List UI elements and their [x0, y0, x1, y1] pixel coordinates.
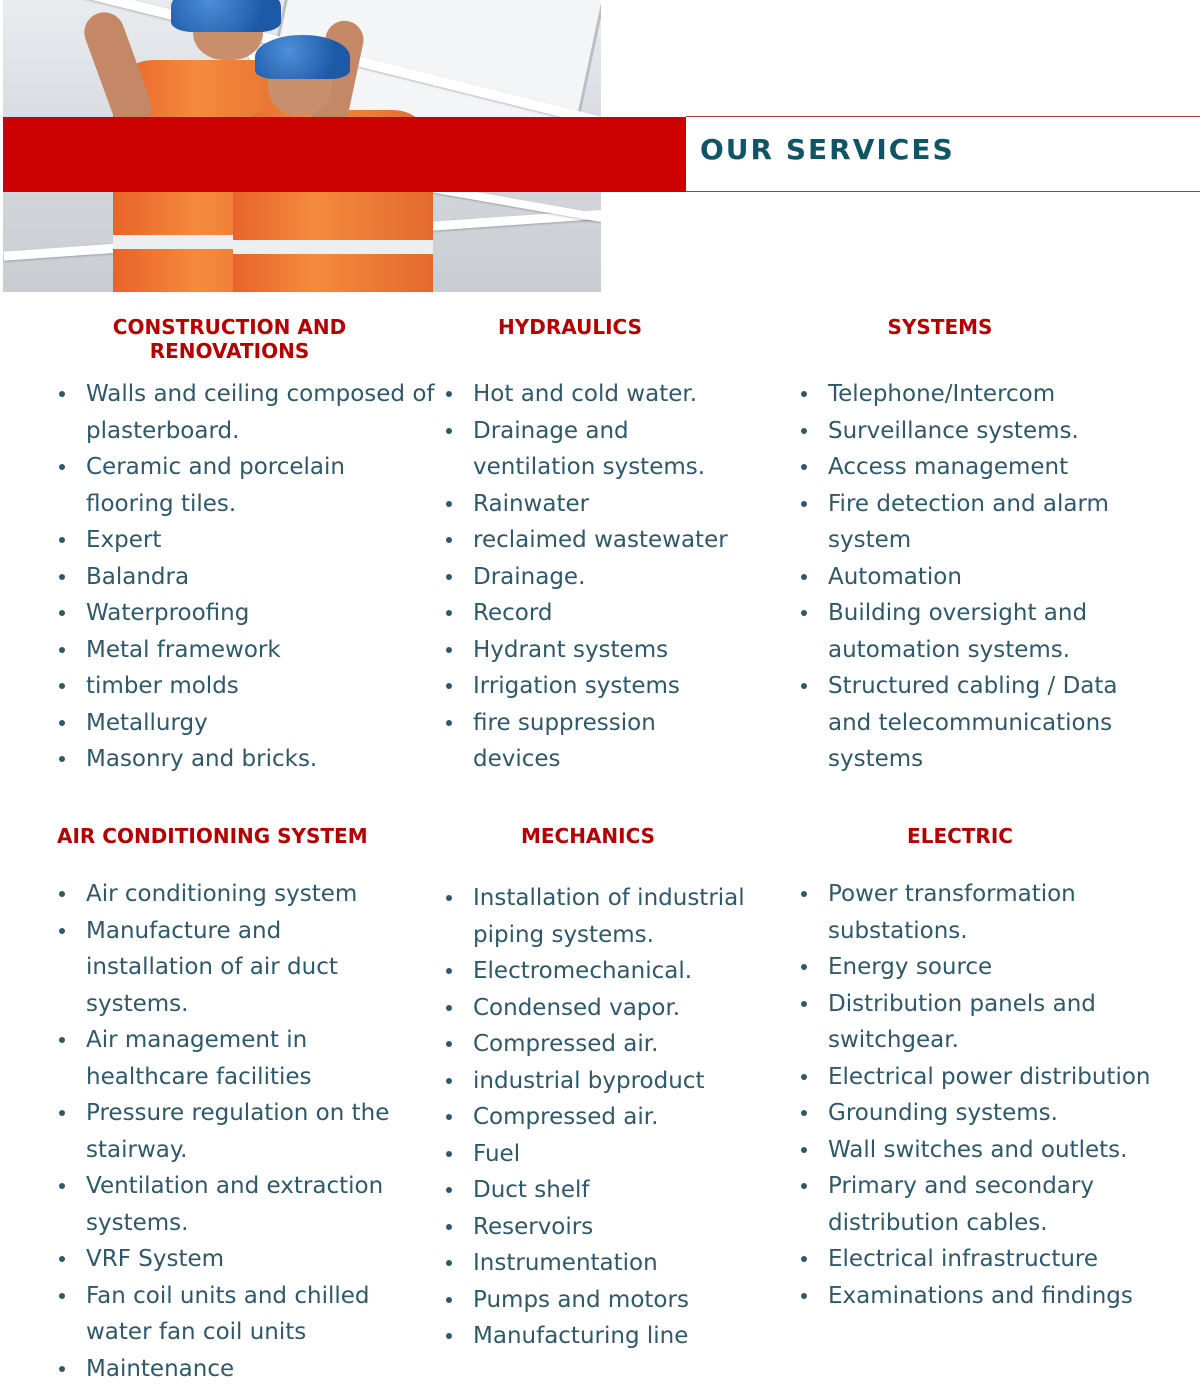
- list-item: Power transformation substations.: [799, 876, 1128, 949]
- list-item: Energy source: [799, 949, 1194, 986]
- list-item: Surveillance systems.: [799, 413, 1179, 450]
- list-item: Drainage and ventilation systems.: [444, 413, 743, 486]
- list-item: Electrical infrastructure: [799, 1241, 1194, 1278]
- list-item: timber molds: [57, 668, 437, 705]
- title-rule-top: [686, 116, 1200, 117]
- list-item: Waterproofing: [57, 595, 437, 632]
- title-rule-bottom: [686, 191, 1200, 192]
- section-heading: MECHANICS: [520, 824, 656, 848]
- service-list: [444, 880, 784, 1355]
- section-systems: [799, 315, 1179, 778]
- list-item: Installation of industrial piping systems.: [444, 880, 773, 953]
- section-hydraulics: [444, 315, 784, 778]
- list-item: Hot and cold water.: [444, 376, 784, 413]
- list-item: Metallurgy: [57, 705, 437, 742]
- list-item: Air management in healthcare facilities: [57, 1022, 376, 1095]
- section-mechanics: [444, 824, 784, 1355]
- section-heading: ELECTRIC: [907, 824, 1013, 848]
- section-air-conditioning: [57, 824, 437, 1387]
- list-item: Irrigation systems: [444, 668, 784, 705]
- list-item: Fan coil units and chilled water fan coil units: [57, 1278, 416, 1351]
- list-item: Electromechanical.: [444, 953, 784, 990]
- list-item: Building oversight and automation systems.: [799, 595, 1133, 668]
- service-list: [444, 376, 784, 778]
- section-electric: [799, 824, 1194, 1314]
- list-item: Examinations and findings: [799, 1278, 1194, 1315]
- list-item: Access management: [799, 449, 1179, 486]
- list-item: Maintenance: [57, 1351, 437, 1388]
- list-item: Drainage.: [444, 559, 784, 596]
- list-item: Metal framework: [57, 632, 437, 669]
- list-item: Masonry and bricks.: [57, 741, 437, 778]
- section-heading: SYSTEMS: [887, 315, 993, 339]
- list-item: Compressed air.: [444, 1026, 784, 1063]
- list-item: Manufacture and installation of air duct systems.: [57, 913, 386, 1023]
- list-item: Telephone/Intercom: [799, 376, 1179, 413]
- section-heading: AIR CONDITIONING SYSTEM: [57, 824, 368, 848]
- list-item: Pressure regulation on the stairway.: [57, 1095, 431, 1168]
- list-item: Structured cabling / Data and telecommunications systems: [799, 668, 1168, 778]
- list-item: Air conditioning system: [57, 876, 437, 913]
- list-item: Duct shelf: [444, 1172, 784, 1209]
- list-item: Ventilation and extraction systems.: [57, 1168, 431, 1241]
- list-item: Primary and secondary distribution cables.: [799, 1168, 1148, 1241]
- list-item: industrial byproduct: [444, 1063, 784, 1100]
- list-item: Walls and ceiling composed of plasterboard.: [57, 376, 437, 449]
- list-item: Manufacturing line: [444, 1318, 784, 1355]
- list-item: Distribution panels and switchgear.: [799, 986, 1148, 1059]
- list-item: Record: [444, 595, 784, 632]
- list-item: Condensed vapor.: [444, 990, 784, 1027]
- list-item: reclaimed wastewater: [444, 522, 784, 559]
- service-list: [57, 376, 437, 778]
- list-item: Grounding systems.: [799, 1095, 1194, 1132]
- list-item: fire suppression devices: [444, 705, 713, 778]
- list-item: Pumps and motors: [444, 1282, 784, 1319]
- list-item: Fire detection and alarm system: [799, 486, 1158, 559]
- section-construction: [57, 315, 437, 778]
- list-item: VRF System: [57, 1241, 437, 1278]
- service-list: [799, 876, 1194, 1314]
- list-item: Rainwater: [444, 486, 784, 523]
- list-item: Electrical power distribution: [799, 1059, 1194, 1096]
- header-red-band: [3, 117, 686, 192]
- service-list: [799, 376, 1179, 778]
- page-title: OUR SERVICES: [700, 133, 955, 166]
- list-item: Balandra: [57, 559, 437, 596]
- section-heading: HYDRAULICS: [498, 315, 642, 339]
- list-item: Wall switches and outlets.: [799, 1132, 1194, 1169]
- section-heading: CONSTRUCTION AND RENOVATIONS: [112, 315, 347, 363]
- list-item: Compressed air.: [444, 1099, 784, 1136]
- list-item: Expert: [57, 522, 437, 559]
- list-item: Hydrant systems: [444, 632, 784, 669]
- list-item: Automation: [799, 559, 1179, 596]
- list-item: Fuel: [444, 1136, 784, 1173]
- service-list: [57, 876, 437, 1387]
- list-item: Instrumentation: [444, 1245, 784, 1282]
- list-item: Ceramic and porcelain flooring tiles.: [57, 449, 437, 522]
- list-item: Reservoirs: [444, 1209, 784, 1246]
